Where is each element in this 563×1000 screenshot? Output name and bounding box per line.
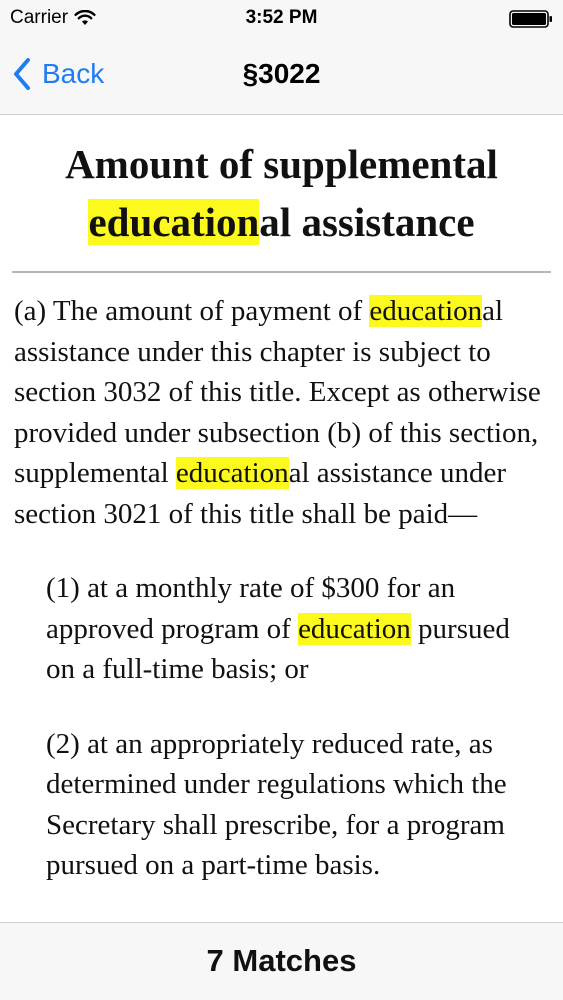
heading-line-1: Amount of supplemental: [65, 141, 498, 187]
status-time: 3:52 PM: [245, 7, 318, 28]
search-highlight: education: [298, 612, 411, 645]
heading-text: al assistance: [259, 199, 475, 245]
back-button-label: Back: [42, 58, 105, 89]
paragraph-item-1: [46, 568, 543, 690]
carrier-label: Carrier: [10, 7, 69, 28]
status-bar: [0, 0, 563, 36]
back-button[interactable]: [12, 54, 104, 94]
paragraph-text: (a) The amount of payment of: [14, 295, 370, 327]
paragraph-text: al assistance under this chapter is subject to section 3032 of this title. Except as otherwise provided under subsection (b) of this section, supplemental: [14, 295, 541, 489]
battery-icon: [509, 10, 553, 28]
search-highlight: education: [88, 199, 260, 245]
paragraph-text: pursued on a full-time basis; or: [46, 612, 510, 685]
bottom-toolbar: [0, 922, 563, 1000]
section-heading: [14, 135, 549, 251]
document-content[interactable]: [0, 115, 563, 922]
heading-divider: [12, 271, 551, 273]
chevron-left-icon: [12, 57, 32, 91]
paragraph-text: (1) at a monthly rate of $300 for an approved program of: [46, 572, 456, 645]
paragraph-a: [14, 291, 549, 534]
paragraph-text: al assistance under section 3021 of this title shall be paid—: [14, 457, 507, 530]
page-title: §3022: [242, 58, 321, 89]
navigation-bar: [0, 36, 563, 115]
search-highlight: education: [175, 457, 289, 489]
paragraph-text: (2) at an appropriately reduced rate, as determined under regulations which the Secretary shall prescribe, for a program pursued on a part-time basis.: [46, 727, 507, 881]
paragraph-item-2: [46, 724, 543, 886]
matches-count-button[interactable]: 7 Matches: [206, 943, 357, 978]
search-highlight: education: [369, 295, 483, 327]
